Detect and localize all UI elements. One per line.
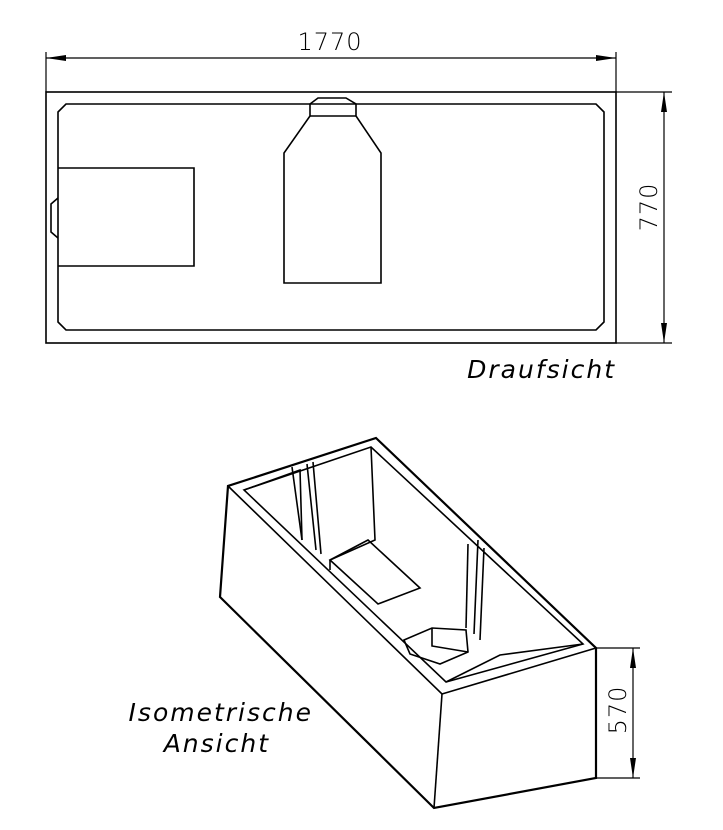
seat-step: [51, 168, 194, 266]
isometric-view: [129, 438, 640, 808]
iso-rib-6: [480, 548, 484, 640]
iso-rib-5: [474, 540, 478, 634]
height-dimension: [596, 648, 640, 778]
tub-outer-rim: [46, 92, 616, 343]
width-arrow-left: [46, 55, 66, 61]
iso-caption-line1: Isometrische: [128, 698, 313, 727]
iso-backrest-recess-inner: [432, 628, 468, 652]
width-dimension: [46, 28, 616, 92]
iso-front-corner: [434, 694, 442, 808]
iso-caption-line2: Ansicht: [163, 729, 270, 758]
iso-inner-back-wall: [330, 447, 375, 560]
iso-rim-front-edge: [228, 486, 596, 694]
width-dimension-label: 1770: [297, 28, 363, 56]
depth-arrow-top: [661, 92, 667, 112]
width-arrow-right: [596, 55, 616, 61]
iso-rib-4: [466, 544, 468, 628]
iso-outer-box: [220, 438, 596, 808]
height-arrow-top: [630, 648, 636, 668]
depth-arrow-bottom: [661, 323, 667, 343]
depth-dimension-label: 770: [635, 182, 663, 232]
depth-dimension: [616, 92, 672, 343]
iso-seat-step: [330, 540, 420, 604]
height-dimension-label: 570: [604, 685, 632, 735]
top-view: [46, 28, 672, 384]
height-arrow-bottom: [630, 758, 636, 778]
backrest-section: [284, 98, 381, 283]
top-view-caption: Draufsicht: [467, 355, 616, 384]
tub-inner-rim: [58, 104, 604, 330]
